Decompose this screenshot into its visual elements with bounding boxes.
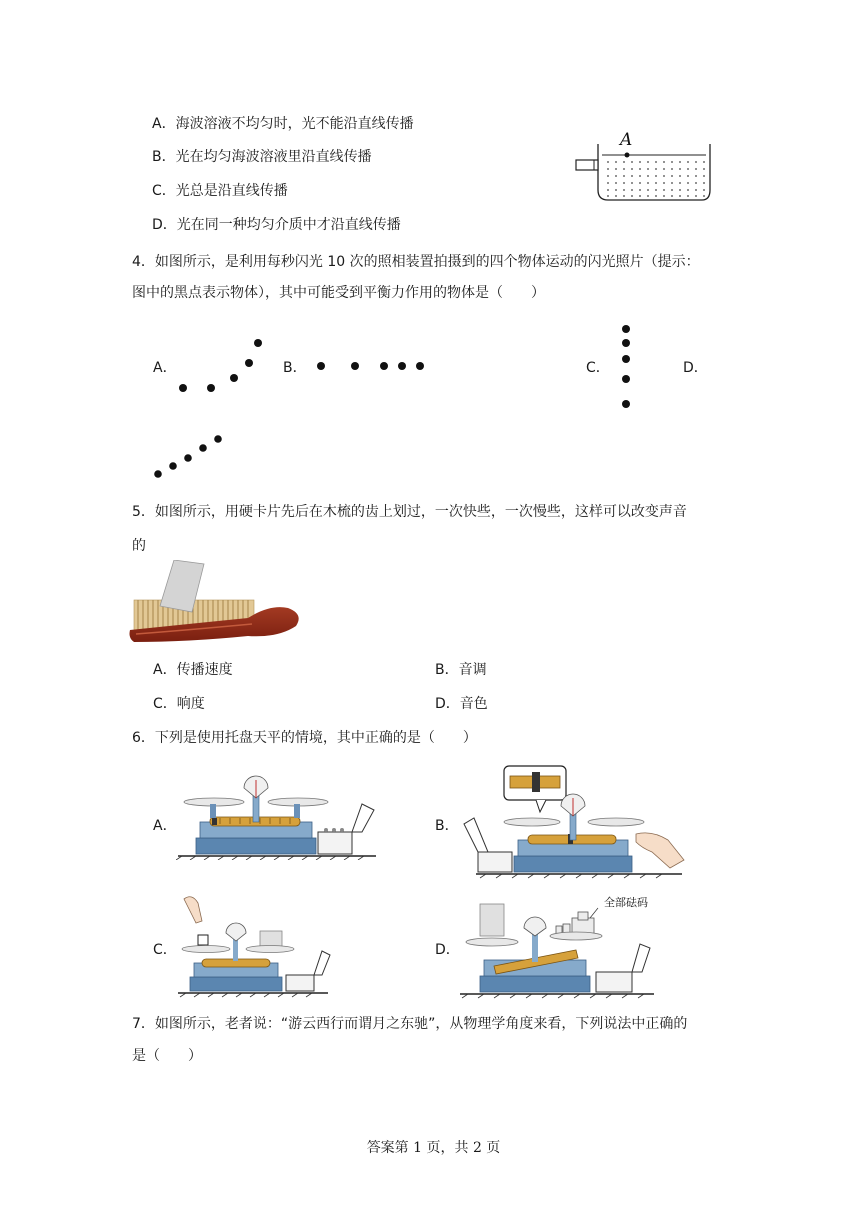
q3-option-b: B．光在均匀海波溶液里沿直线传播 xyxy=(152,149,372,165)
q5-stem-line2: 的 xyxy=(132,538,146,554)
q3-option-a: A．海波溶液不均匀时，光不能沿直线传播 xyxy=(152,116,414,132)
q5-option-d: D．音色 xyxy=(435,696,488,712)
page-footer: 答案第 1 页，共 2 页 xyxy=(366,1140,501,1156)
q3-container-figure xyxy=(572,128,714,204)
q5-comb-and-card-figure xyxy=(128,560,304,652)
q4-option-b-dots xyxy=(310,356,430,376)
q4-option-c-label: C． xyxy=(586,360,610,376)
q4-option-c-dots xyxy=(616,320,636,414)
q3-option-c: C．光总是沿直线传播 xyxy=(152,183,288,199)
q3-point-a-label: A xyxy=(620,130,633,150)
q4-option-d-dots xyxy=(148,430,228,482)
q5-option-a: A．传播速度 xyxy=(153,662,233,678)
q4-stem-line2: 图中的黑点表示物体），其中可能受到平衡力作用的物体是（ ） xyxy=(132,285,545,301)
q6-option-d-balance xyxy=(458,890,658,1000)
q5-stem-line1: 5．如图所示，用硬卡片先后在木梳的齿上划过，一次快些，一次慢些，这样可以改变声音 xyxy=(132,504,687,520)
q6-option-b-label: B． xyxy=(435,818,459,834)
q6-option-d-label: D． xyxy=(435,942,460,958)
q3-option-d: D．光在同一种均匀介质中才沿直线传播 xyxy=(152,217,401,233)
q5-option-b: B．音调 xyxy=(435,662,487,678)
q6-option-a-balance xyxy=(176,768,380,860)
q4-stem-line1: 4．如图所示，是利用每秒闪光 10 次的照相装置拍摄到的四个物体运动的闪光照片（提示： xyxy=(132,254,700,270)
q6-weights-label: 全部砝码 xyxy=(604,896,648,909)
q6-stem: 6．下列是使用托盘天平的情境，其中正确的是（ ） xyxy=(132,730,477,746)
q4-option-a-label: A． xyxy=(153,360,177,376)
q4-option-b-label: B． xyxy=(283,360,307,376)
q7-stem-line1: 7．如图所示，老者说：“游云西行而谓月之东驰”，从物理学角度来看，下列说法中正确的 xyxy=(132,1016,688,1032)
q5-option-c: C．响度 xyxy=(153,696,205,712)
q6-option-b-balance xyxy=(456,764,686,880)
q6-option-c-balance xyxy=(176,893,336,999)
q4-option-a-dots xyxy=(170,333,270,398)
q7-stem-line2: 是（ ） xyxy=(132,1048,202,1064)
q4-option-d-label: D． xyxy=(683,360,708,376)
q6-option-c-label: C． xyxy=(153,942,177,958)
q6-option-a-label: A． xyxy=(153,818,177,834)
